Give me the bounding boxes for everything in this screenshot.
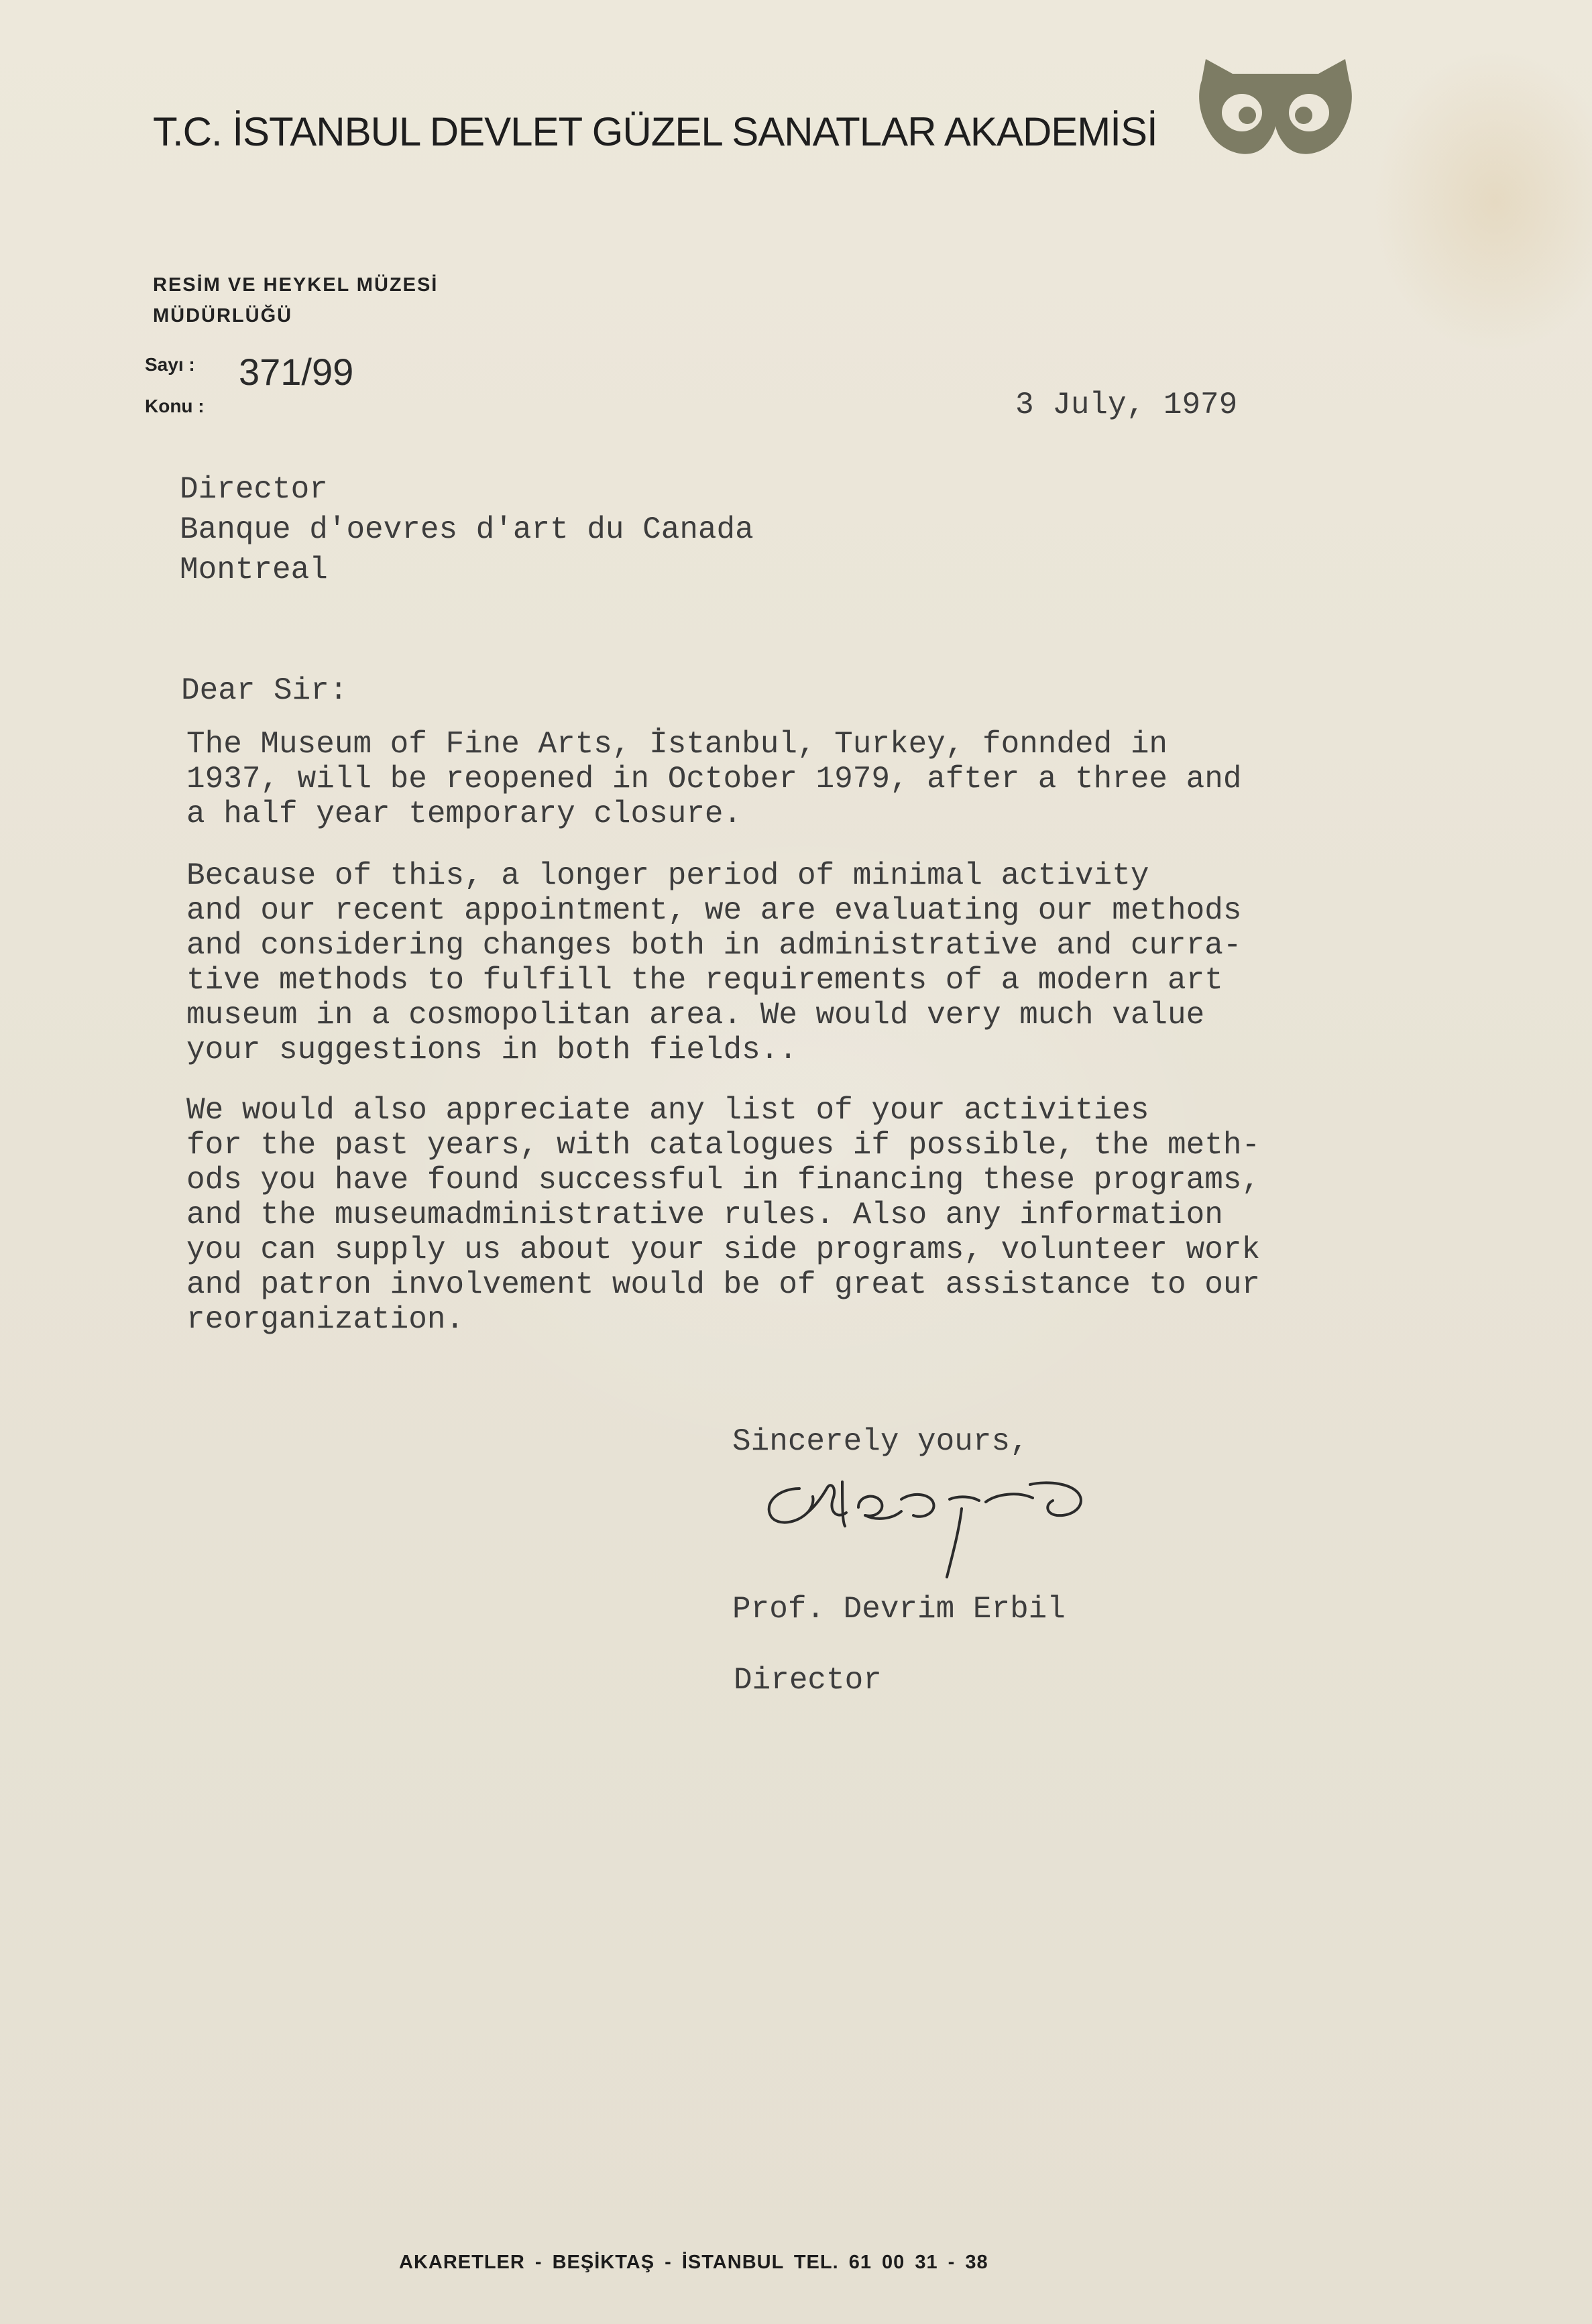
- handwritten-signature: [758, 1462, 1120, 1582]
- paragraph-line: for the past years, with catalogues if possible, the meth-: [186, 1128, 1261, 1163]
- reference-number: 371/99: [239, 351, 354, 393]
- department-line: RESİM VE HEYKEL MÜZESİ: [153, 274, 439, 296]
- paragraph-line: and the museumadministrative rules. Also any information: [186, 1198, 1223, 1232]
- recipient-line: Banque d'oevres d'art du Canada: [180, 512, 754, 547]
- paragraph-line: We would also appreciate any list of your activities: [186, 1093, 1149, 1128]
- letter-date: 3 July, 1979: [1015, 388, 1238, 422]
- paragraph-line: Because of this, a longer period of minimal activity: [186, 858, 1149, 893]
- paragraph: [186, 1093, 1260, 1337]
- paragraph-line: you can supply us about your side programs, volunteer work: [186, 1232, 1261, 1267]
- paragraph-line: and patron involvement would be of great assistance to our: [186, 1267, 1261, 1302]
- recipient-line: Director: [180, 472, 328, 507]
- salutation: Dear Sir:: [181, 673, 348, 708]
- paragraph: [186, 858, 1241, 1067]
- signatory-name: Prof. Devrim Erbil: [732, 1592, 1066, 1627]
- paragraph-line: your suggestions in both fields..: [186, 1033, 797, 1067]
- department-block: [153, 270, 438, 331]
- department-line: MÜDÜRLÜĞÜ: [153, 305, 293, 327]
- paragraph-line: ods you have found successful in financing these programs,: [186, 1163, 1261, 1198]
- signatory-title: Director: [734, 1663, 882, 1698]
- paragraph: [186, 727, 1241, 831]
- konu-label: Konu :: [145, 396, 205, 416]
- recipient-line: Montreal: [180, 553, 328, 587]
- recipient-address: [180, 469, 754, 590]
- paragraph-line: and considering changes both in administrative and curra-: [186, 928, 1242, 963]
- sayi-label: Sayı :: [145, 354, 195, 375]
- footer-address: AKARETLER - BEŞİKTAŞ - İSTANBUL TEL. 61 00 31 - 38: [399, 2252, 988, 2273]
- paragraph-line: museum in a cosmopolitan area. We would very much value: [186, 998, 1205, 1033]
- valediction: Sincerely yours,: [732, 1424, 1029, 1459]
- paragraph-line: a half year temporary closure.: [186, 797, 742, 831]
- paragraph-line: 1937, will be reopened in October 1979, after a three and: [186, 762, 1242, 797]
- paragraph-line: reorganization.: [186, 1302, 465, 1337]
- owl-eyes-logo-icon: [1194, 54, 1358, 161]
- paragraph-line: The Museum of Fine Arts, İstanbul, Turkey, fonnded in: [186, 727, 1168, 762]
- paragraph-line: and our recent appointment, we are evaluating our methods: [186, 893, 1242, 928]
- paragraph-line: tive methods to fulfill the requirements of a modern art: [186, 963, 1223, 998]
- letterhead-title: T.C. İSTANBUL DEVLET GÜZEL SANATLAR AKADEMİSİ: [153, 109, 1157, 154]
